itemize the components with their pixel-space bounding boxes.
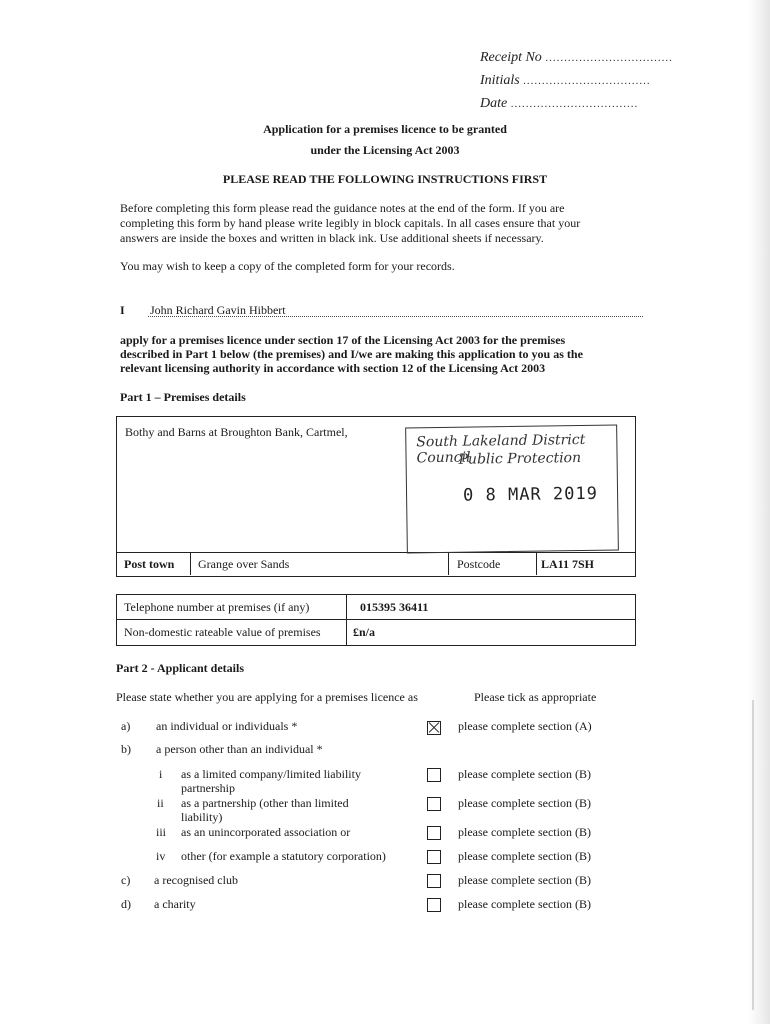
option-b-iv-action: please complete section (B) — [458, 849, 591, 863]
option-b-iv-checkbox[interactable] — [427, 850, 441, 864]
apply-statement-line2: described in Part 1 below (the premises) and I/we are making this application to you as the — [120, 347, 583, 361]
receipt-no-label: Receipt No — [480, 50, 542, 65]
postcode-label: Postcode — [457, 557, 501, 571]
received-stamp — [405, 425, 619, 554]
option-a-checkbox[interactable] — [427, 721, 441, 735]
option-a-action: please complete section (A) — [458, 719, 592, 733]
option-b-iv-label: other (for example a statutory corporation) — [181, 849, 386, 863]
post-town-label: Post town — [124, 557, 175, 571]
contact-table-row-divider — [116, 619, 635, 620]
option-b-i-action: please complete section (B) — [458, 767, 591, 781]
option-c-checkbox[interactable] — [427, 874, 441, 888]
instructions-line3: answers are inside the boxes and written in black ink. Use additional sheets if necessary. — [120, 231, 544, 245]
form-title-line1: Application for a premises licence to be granted — [263, 122, 507, 136]
option-c-action: please complete section (B) — [458, 873, 591, 887]
option-b-iii-label: as an unincorporated association or — [181, 825, 351, 839]
option-b-ii-label: as a partnership (other than limited — [181, 796, 349, 810]
apply-statement-line3: relevant licensing authority in accordance with section 12 of the Licensing Act 2003 — [120, 361, 546, 375]
option-b-iii-checkbox[interactable] — [427, 826, 441, 840]
instructions-heading: PLEASE READ THE FOLLOWING INSTRUCTIONS FIRST — [222, 172, 548, 186]
option-b-ii-letter: ii — [157, 796, 164, 810]
option-a-label: an individual or individuals * — [156, 719, 298, 733]
option-c-label: a recognised club — [154, 873, 238, 887]
applicant-prefix: I — [120, 303, 125, 317]
rateable-value[interactable]: £n/a — [353, 625, 376, 639]
stamp-council-name: South Lakeland District Council — [416, 431, 586, 467]
form-title-line2: under the Licensing Act 2003 — [310, 143, 460, 157]
option-b-ii-checkbox[interactable] — [427, 797, 441, 811]
option-b-i-label-cont: partnership — [181, 781, 235, 795]
telephone-value[interactable]: 015395 36411 — [360, 600, 429, 614]
option-d-checkbox[interactable] — [427, 898, 441, 912]
option-c-letter: c) — [121, 873, 131, 887]
stamp-department: Public Protection — [458, 450, 582, 468]
receipt-no-field — [480, 50, 673, 66]
initials-dots: .................................. — [523, 75, 651, 87]
option-d-letter: d) — [121, 897, 131, 911]
instructions-line2: completing this form by hand please write legibly in block capitals. In all cases ensure that your — [120, 216, 581, 230]
post-town-label-divider — [190, 552, 191, 575]
stamp-date: 0 8 MAR 2019 — [462, 483, 599, 506]
post-town-row-divider — [116, 552, 635, 553]
initials-label: Initials — [480, 73, 520, 88]
option-b-i-checkbox[interactable] — [427, 768, 441, 782]
date-dots: .................................. — [510, 98, 639, 110]
scan-edge-line — [752, 700, 754, 1010]
instructions-line1: Before completing this form please read the guidance notes at the end of the form. If you are — [120, 201, 565, 215]
contact-table-col-divider — [346, 594, 347, 645]
postcode-label-left-divider — [448, 552, 449, 575]
rateable-value-label: Non-domestic rateable value of premises — [124, 625, 321, 639]
apply-statement-line1: apply for a premises licence under section 17 of the Licensing Act 2003 for the premises — [120, 333, 566, 347]
initials-field — [480, 73, 651, 89]
postcode-value-divider — [536, 552, 537, 575]
post-town-value[interactable]: Grange over Sands — [198, 557, 290, 571]
telephone-label: Telephone number at premises (if any) — [124, 600, 310, 614]
part1-heading: Part 1 – Premises details — [120, 390, 246, 404]
applicant-type-question: Please state whether you are applying for a premises licence as — [116, 690, 418, 704]
date-field — [480, 96, 638, 112]
option-b-i-label: as a limited company/limited liability — [181, 767, 361, 781]
option-b-ii-action: please complete section (B) — [458, 796, 591, 810]
postcode-value[interactable]: LA11 7SH — [541, 557, 595, 571]
tick-note: Please tick as appropriate — [474, 690, 597, 704]
option-a-letter: a) — [121, 719, 131, 733]
part2-heading: Part 2 - Applicant details — [116, 661, 244, 675]
date-label: Date — [480, 96, 508, 111]
premises-address-value[interactable]: Bothy and Barns at Broughton Bank, Cartmel, — [125, 425, 348, 439]
applicant-name[interactable]: John Richard Gavin Hibbert — [150, 303, 286, 317]
option-b-ii-label-cont: liability) — [181, 810, 223, 824]
applicant-name-dotted-line — [148, 316, 643, 317]
option-b-iii-letter: iii — [156, 825, 167, 839]
receipt-no-dots: .................................. — [545, 52, 673, 64]
option-b-iii-action: please complete section (B) — [458, 825, 591, 839]
option-d-label: a charity — [154, 897, 196, 911]
option-b-label: a person other than an individual * — [156, 742, 323, 756]
option-d-action: please complete section (B) — [458, 897, 591, 911]
option-b-i-letter: i — [159, 767, 163, 781]
option-b-iv-letter: iv — [156, 849, 166, 863]
copy-note: You may wish to keep a copy of the completed form for your records. — [120, 259, 455, 273]
option-b-letter: b) — [121, 742, 131, 756]
